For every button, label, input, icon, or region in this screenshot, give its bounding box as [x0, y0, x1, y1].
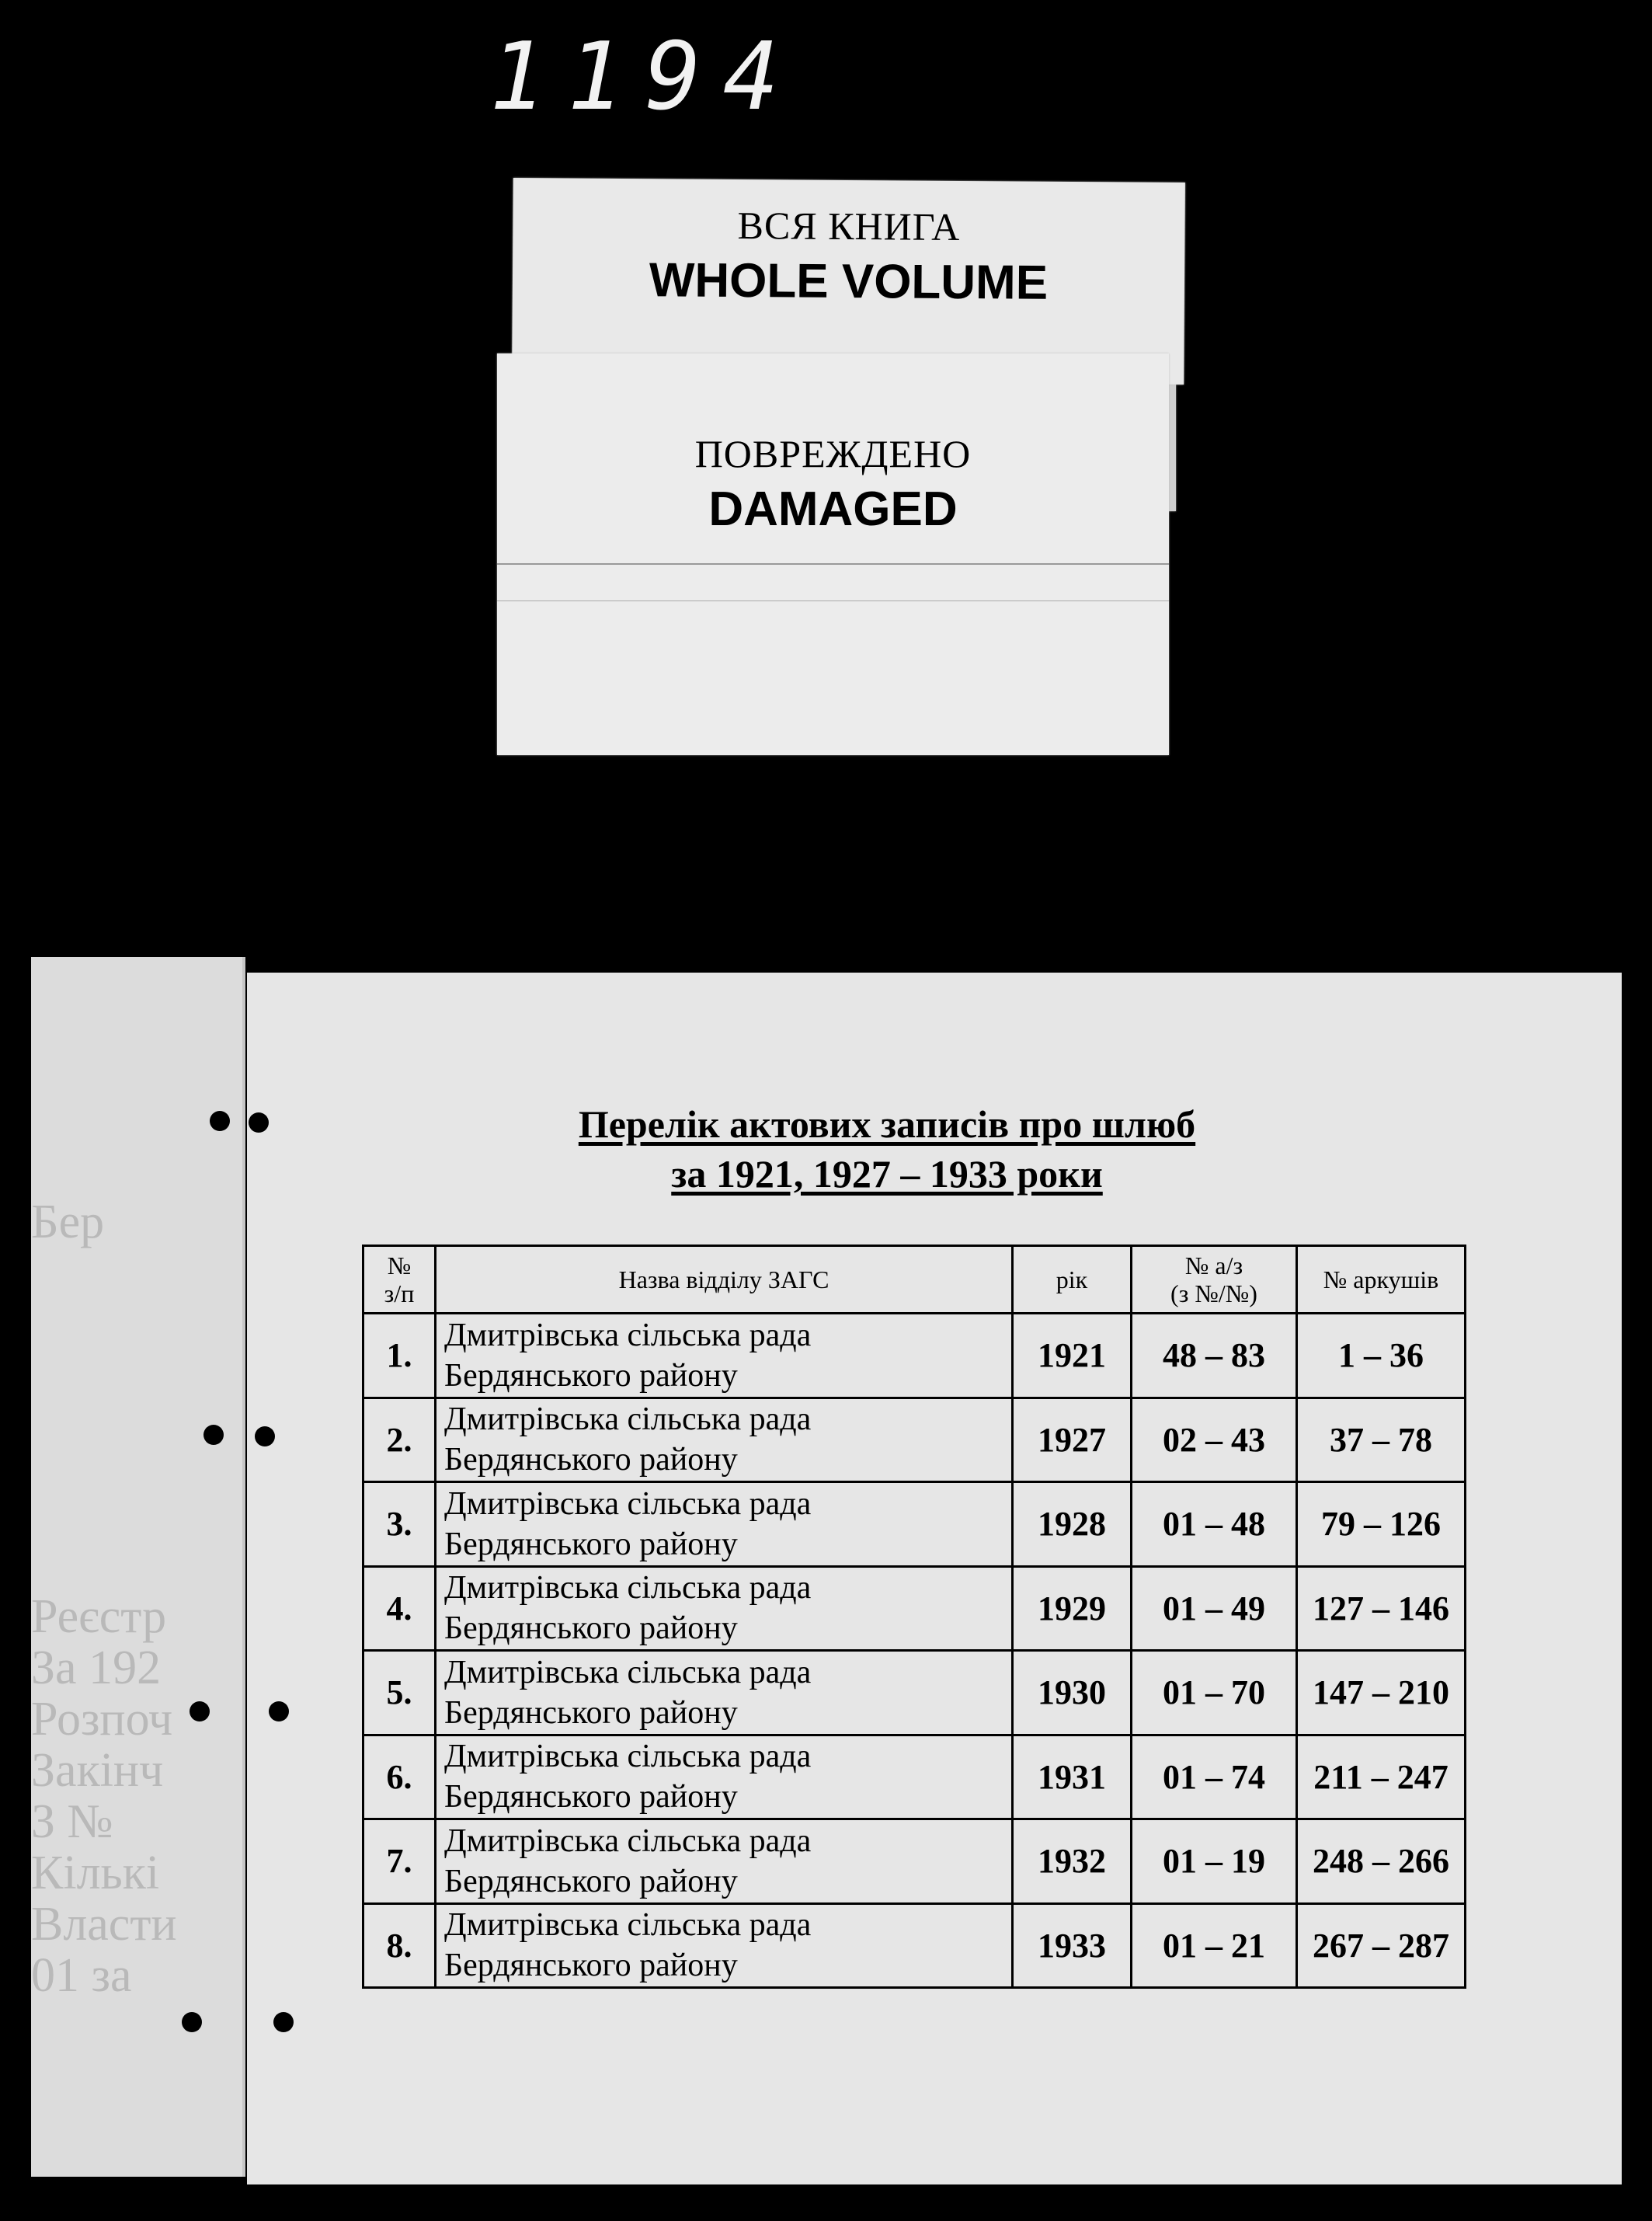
row-year: 1933: [1013, 1903, 1132, 1988]
table-row: [363, 1819, 1466, 1904]
table-row: [363, 1903, 1466, 1988]
binding-hole: [182, 2012, 202, 2032]
row-acts-range: 01 – 70: [1132, 1651, 1297, 1735]
left-facing-page: [31, 957, 245, 2177]
office-name-line-1: Дмитрівська сільська рада: [444, 1822, 812, 1859]
row-sheets-range: 248 – 266: [1297, 1819, 1466, 1904]
table-row: [363, 1482, 1466, 1567]
row-office-name: [436, 1314, 1013, 1398]
row-acts-range: 02 – 43: [1132, 1398, 1297, 1482]
ghost-text-line: Закінч: [31, 1744, 164, 1797]
row-office-name: [436, 1735, 1013, 1819]
office-name-line-2: Бердянського району: [444, 1863, 738, 1899]
table-row: [363, 1314, 1466, 1398]
office-name-line-2: Бердянського району: [444, 1779, 738, 1815]
row-number: 8.: [363, 1903, 436, 1988]
row-year: 1930: [1013, 1651, 1132, 1735]
whole-volume-label-uk: ВСЯ КНИГА: [737, 204, 961, 249]
table-header-row: [363, 1246, 1466, 1314]
office-name-line-1: Дмитрівська сільська рада: [444, 1654, 812, 1690]
office-name-line-1: Дмитрівська сільська рада: [444, 1907, 812, 1944]
row-number: 6.: [363, 1735, 436, 1819]
row-sheets-range: 1 – 36: [1297, 1314, 1466, 1398]
office-name-line-1: Дмитрівська сільська рада: [444, 1485, 812, 1522]
header-acts-sub: (з №/№): [1170, 1279, 1257, 1307]
row-office-name: [436, 1482, 1013, 1567]
damaged-label-uk: ПОВРЕЖДЕНО: [694, 432, 972, 475]
row-number: 1.: [363, 1314, 436, 1398]
row-acts-range: 01 – 74: [1132, 1735, 1297, 1819]
binding-hole: [210, 1111, 230, 1131]
ghost-text-line: 01 за: [31, 1949, 132, 2002]
office-name-line-1: Дмитрівська сільська рада: [444, 1739, 812, 1775]
table-row: [363, 1735, 1466, 1819]
row-year: 1929: [1013, 1566, 1132, 1651]
row-sheets-range: 267 – 287: [1297, 1903, 1466, 1988]
row-sheets-range: 147 – 210: [1297, 1651, 1466, 1735]
office-name-line-1: Дмитрівська сільська рада: [444, 1317, 812, 1353]
row-sheets-range: 79 – 126: [1297, 1482, 1466, 1567]
header-year: рік: [1013, 1246, 1132, 1314]
office-name-line-2: Бердянського району: [444, 1526, 738, 1562]
records-table: [362, 1245, 1466, 1989]
ghost-text-line: З №: [31, 1795, 113, 1848]
header-number-sub: з/п: [384, 1279, 415, 1307]
row-year: 1932: [1013, 1819, 1132, 1904]
binding-hole: [249, 1112, 269, 1133]
row-acts-range: 01 – 19: [1132, 1819, 1297, 1904]
whole-volume-label-en: WHOLE VOLUME: [649, 253, 1049, 310]
header-sheets: № аркушів: [1297, 1246, 1466, 1314]
binding-hole: [255, 1426, 275, 1446]
row-number: 2.: [363, 1398, 436, 1482]
ghost-text-line: Кількі: [31, 1847, 160, 1899]
row-office-name: [436, 1398, 1013, 1482]
ghost-text-top: Бер: [31, 1196, 105, 1248]
row-year: 1927: [1013, 1398, 1132, 1482]
table-row: [363, 1566, 1466, 1651]
row-number: 5.: [363, 1651, 436, 1735]
binding-hole: [203, 1425, 224, 1445]
card-fold-line: [497, 563, 1169, 565]
ghost-text-line: Розпоч: [31, 1693, 173, 1746]
binding-hole: [269, 1701, 289, 1721]
row-office-name: [436, 1903, 1013, 1988]
row-sheets-range: 127 – 146: [1297, 1566, 1466, 1651]
row-acts-range: 01 – 49: [1132, 1566, 1297, 1651]
office-name-line-2: Бердянського району: [444, 1610, 738, 1647]
office-name-line-1: Дмитрівська сільська рада: [444, 1401, 812, 1438]
row-office-name: [436, 1566, 1013, 1651]
row-acts-range: 01 – 48: [1132, 1482, 1297, 1567]
document-title-line-1: Перелік актових записів про шлюб: [578, 1102, 1196, 1146]
row-year: 1928: [1013, 1482, 1132, 1567]
row-acts-range: 01 – 21: [1132, 1903, 1297, 1988]
row-number: 3.: [363, 1482, 436, 1567]
office-name-line-1: Дмитрівська сільська рада: [444, 1570, 812, 1607]
damaged-label-en: DAMAGED: [708, 482, 958, 536]
damaged-target-card: [497, 353, 1169, 755]
row-sheets-range: 211 – 247: [1297, 1735, 1466, 1819]
ghost-text-line: Власти: [31, 1898, 177, 1951]
row-number: 7.: [363, 1819, 436, 1904]
table-row: [363, 1651, 1466, 1735]
office-name-line-2: Бердянського району: [444, 1948, 738, 1984]
row-year: 1931: [1013, 1735, 1132, 1819]
header-number-label: №: [387, 1251, 412, 1279]
ghost-text-line: За 192: [31, 1641, 162, 1694]
header-acts-label: № а/з: [1184, 1251, 1243, 1279]
frame-number: 1194: [489, 23, 801, 131]
binding-hole: [190, 1701, 210, 1721]
office-name-line-2: Бердянського району: [444, 1357, 738, 1394]
binding-hole: [273, 2012, 294, 2032]
ghost-text-line: Реєстр: [31, 1590, 167, 1643]
header-acts: [1132, 1246, 1297, 1314]
office-name-line-2: Бердянського району: [444, 1694, 738, 1731]
row-acts-range: 48 – 83: [1132, 1314, 1297, 1398]
table-row: [363, 1398, 1466, 1482]
row-number: 4.: [363, 1566, 436, 1651]
row-year: 1921: [1013, 1314, 1132, 1398]
office-name-line-2: Бердянського району: [444, 1442, 738, 1478]
header-name: Назва відділу ЗАГС: [436, 1246, 1013, 1314]
row-office-name: [436, 1819, 1013, 1904]
header-number: [363, 1246, 436, 1314]
row-office-name: [436, 1651, 1013, 1735]
row-sheets-range: 37 – 78: [1297, 1398, 1466, 1482]
document-title-line-2: за 1921, 1927 – 1933 роки: [671, 1152, 1103, 1196]
